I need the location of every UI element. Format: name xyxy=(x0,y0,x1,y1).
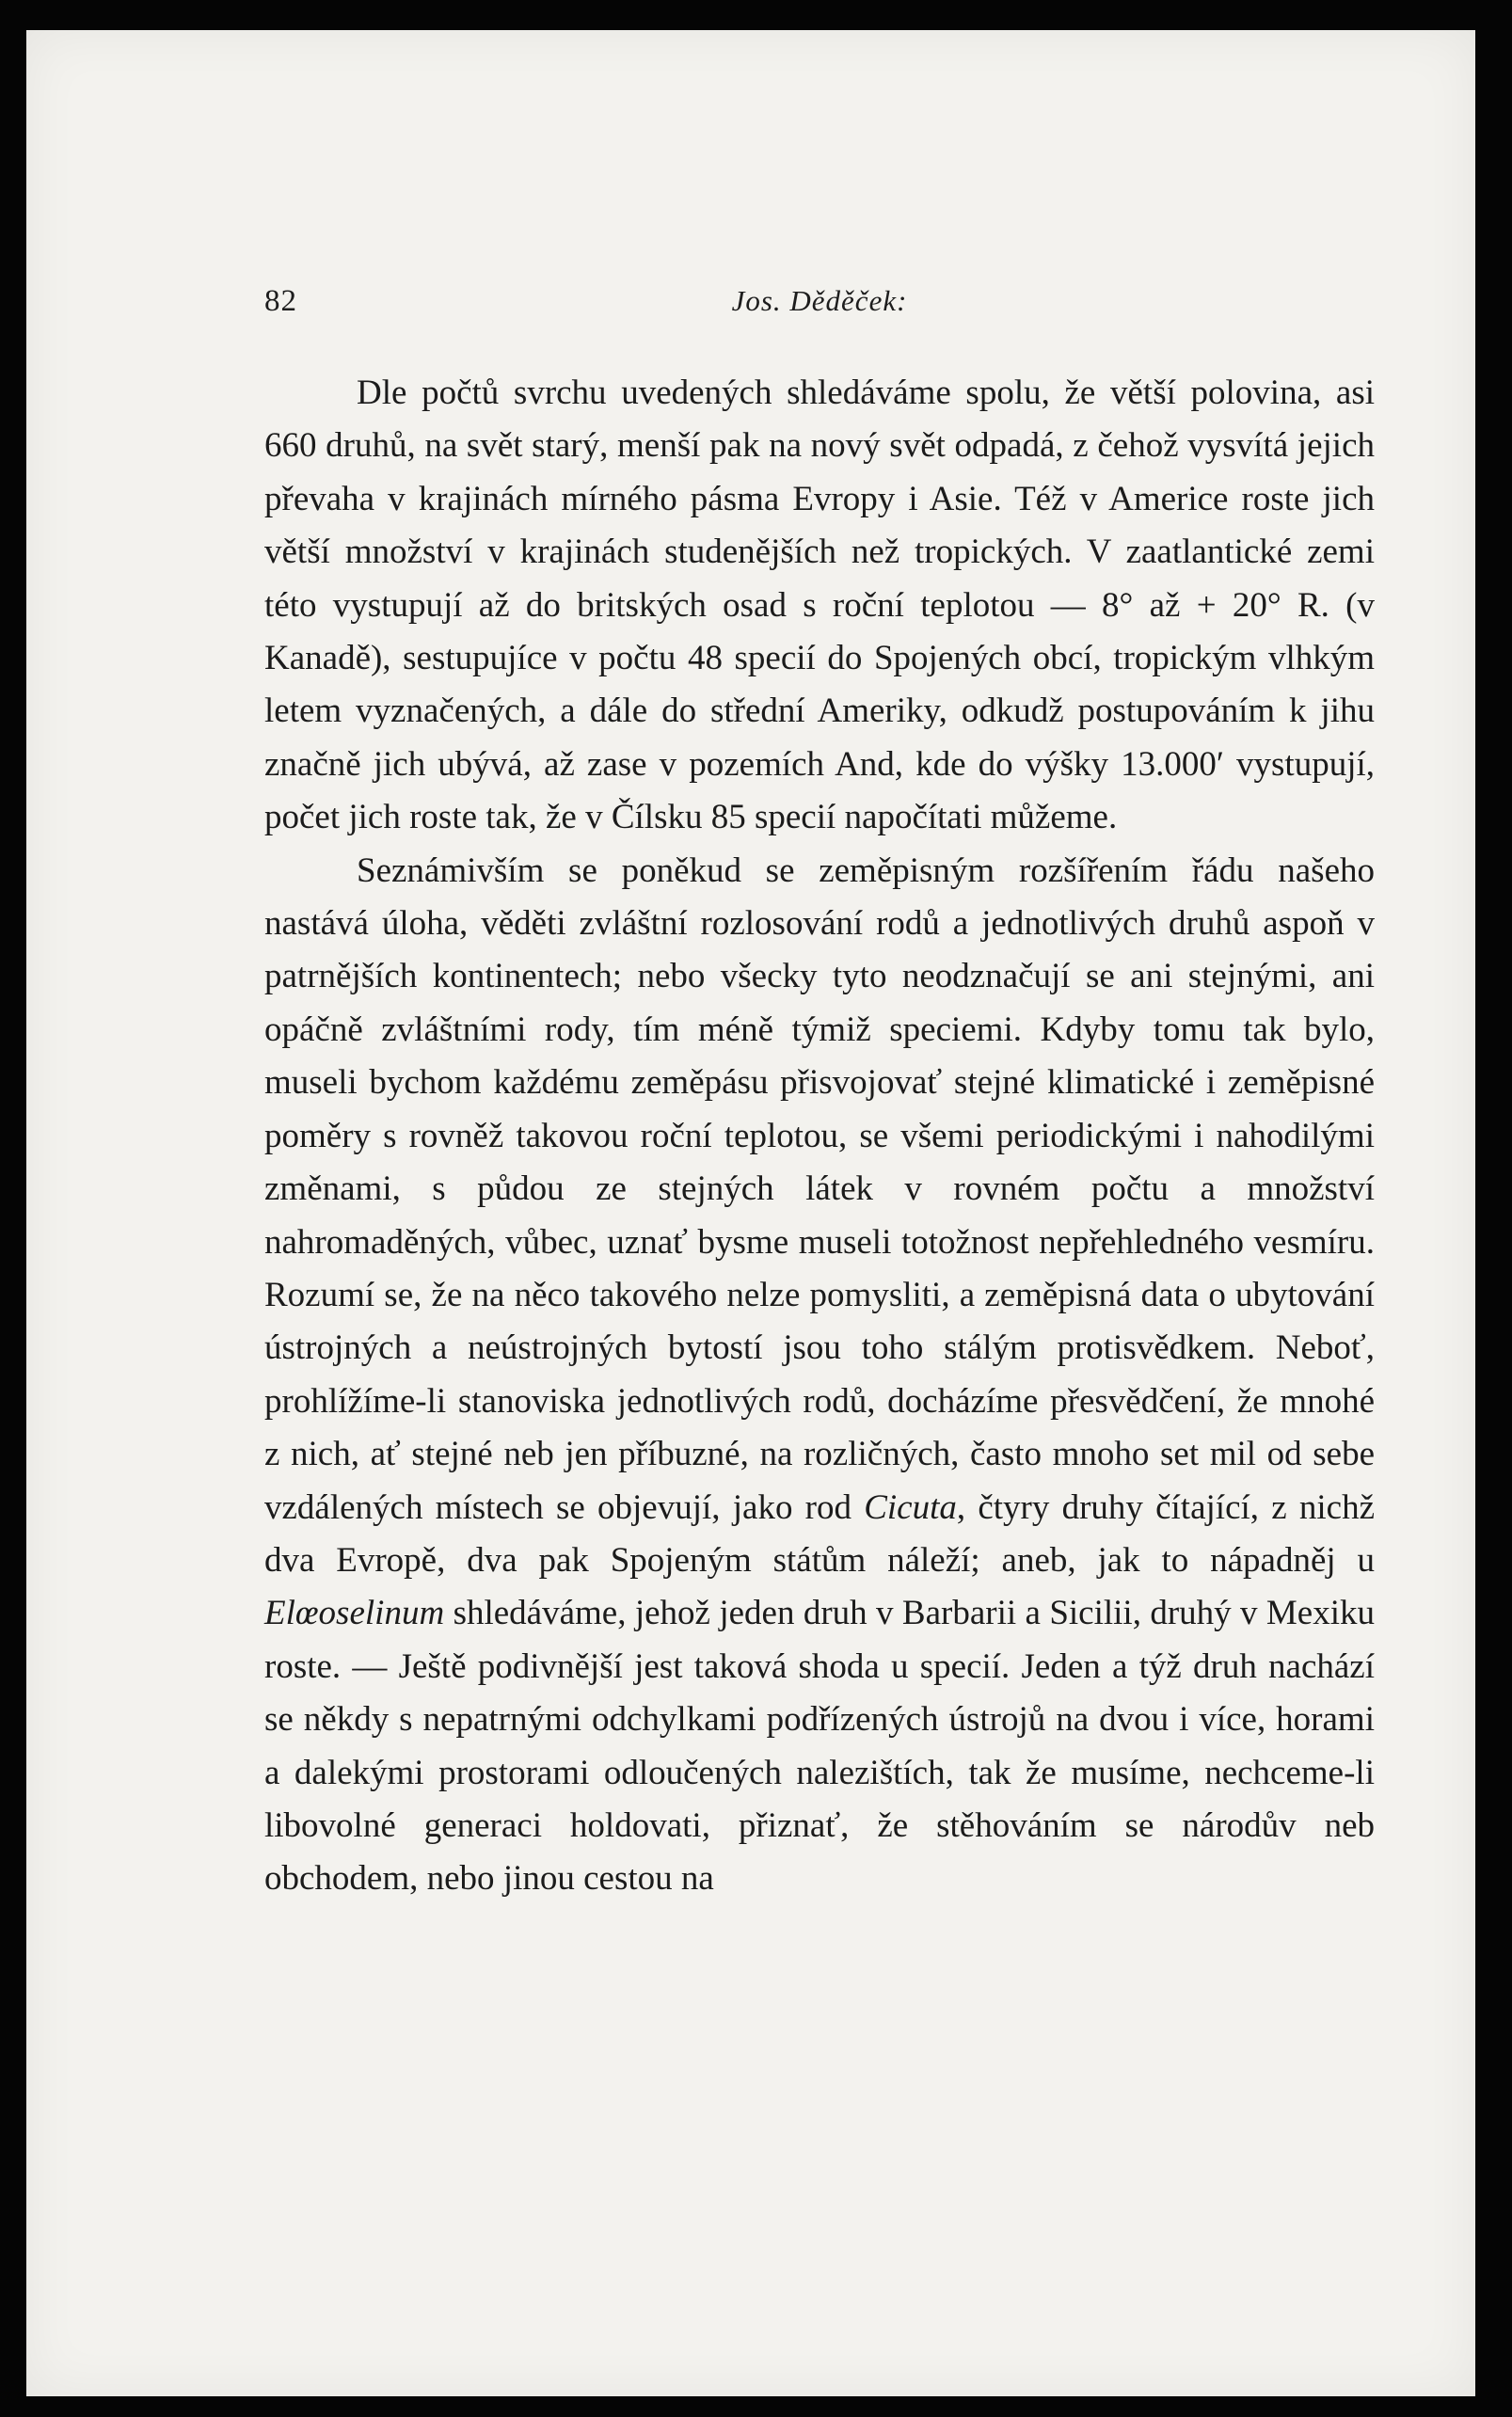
paragraph-2-text-2: , čtyry druhy čítající, z nichž dva Evropě, dva pak Spojeným státům náleží; aneb, jak to nápadněj u xyxy=(264,1487,1375,1580)
paragraph-1: Dle počtů svrchu uvedených shledáváme spolu, že větší polovina, asi 660 druhů, na svět starý, menší pak na nový svět odpadá, z čehož vysvítá jejich převaha v krajinách mírného pásma Evropy i Asie. Též v Americe roste jich větší množství v krajinách studenějších než tropických. V zaatlantické zemi této vystupují až do britských osad s roční teplotou — 8° až + 20° R. (v Kanadě), sestupujíce v počtu 48 specií do Spojených obcí, tropickým vlhkým letem vyznačených, a dále do střední Ameriky, odkudž postupováním k jihu značně jich ubývá, až zase v pozemích And, kde do výšky 13.000′ vystupují, počet jich roste tak, že v Čílsku 85 specií napočítati můžeme. xyxy=(264,374,1375,837)
paragraph-2 xyxy=(264,845,1375,1906)
paragraph-2-text-3: shledáváme, jehož jeden druh v Barbarii a Sicilii, druhý v Mexiku roste. — Ještě podivnější jest taková shoda u specií. Jeden a týž druh nachází se někdy s nepatrnými odchylkami podřízených ústrojů na dvou i více, horami a dalekými prostorami odloučených nalezištích, tak že musíme, nechceme-li libovolné generaci holdovati, přiznať, že stěhováním se národův neb obchodem, nebo jinou cestou na xyxy=(264,1594,1376,1899)
genus-name-elaeoselinum: Elœoselinum xyxy=(264,1594,445,1633)
paragraph-2-text-1: Seznámivším se poněkud se zeměpisným rozšířením řádu našeho nastává úloha, věděti zvláštní rozlosování rodů a jednotlivých druhů aspoň v patrnějších kontinentech; nebo všecky tyto neodznačují se ani stejnými, ani opáčně zvláštními rody, tím méně týmiž speciemi. Kdyby tomu tak bylo, museli bychom každému zeměpásu přisvojovať stejné klimatické i zeměpisné poměry s rovněž takovou roční teplotou, se všemi periodickými i nahodilými změnami, s půdou ze stejných látek v rovném počtu a množství nahromaděných, vůbec, uznať bysme museli totožnost nepřehledného vesmíru. Rozumí se, že na něco takového nelze pomysliti, a zeměpisná data o ubytování ústrojných a neústrojných bytostí jsou toho stálým protisvědkem. Neboť, prohlížíme-li stanoviska jednotlivých rodů, docházíme přesvědčení, že mnohé z nich, ať stejné neb jen příbuzné, na rozličných, často mnoho set mil od sebe vzdálených místech se objevují, jako rod xyxy=(264,851,1375,1527)
running-head: Jos. Děděček: xyxy=(731,284,908,317)
genus-name-cicuta: Cicuta xyxy=(864,1487,957,1527)
page-header xyxy=(264,284,1375,341)
book-page xyxy=(26,30,1475,2396)
page-number: 82 xyxy=(264,284,297,318)
body-text xyxy=(264,367,1375,1906)
